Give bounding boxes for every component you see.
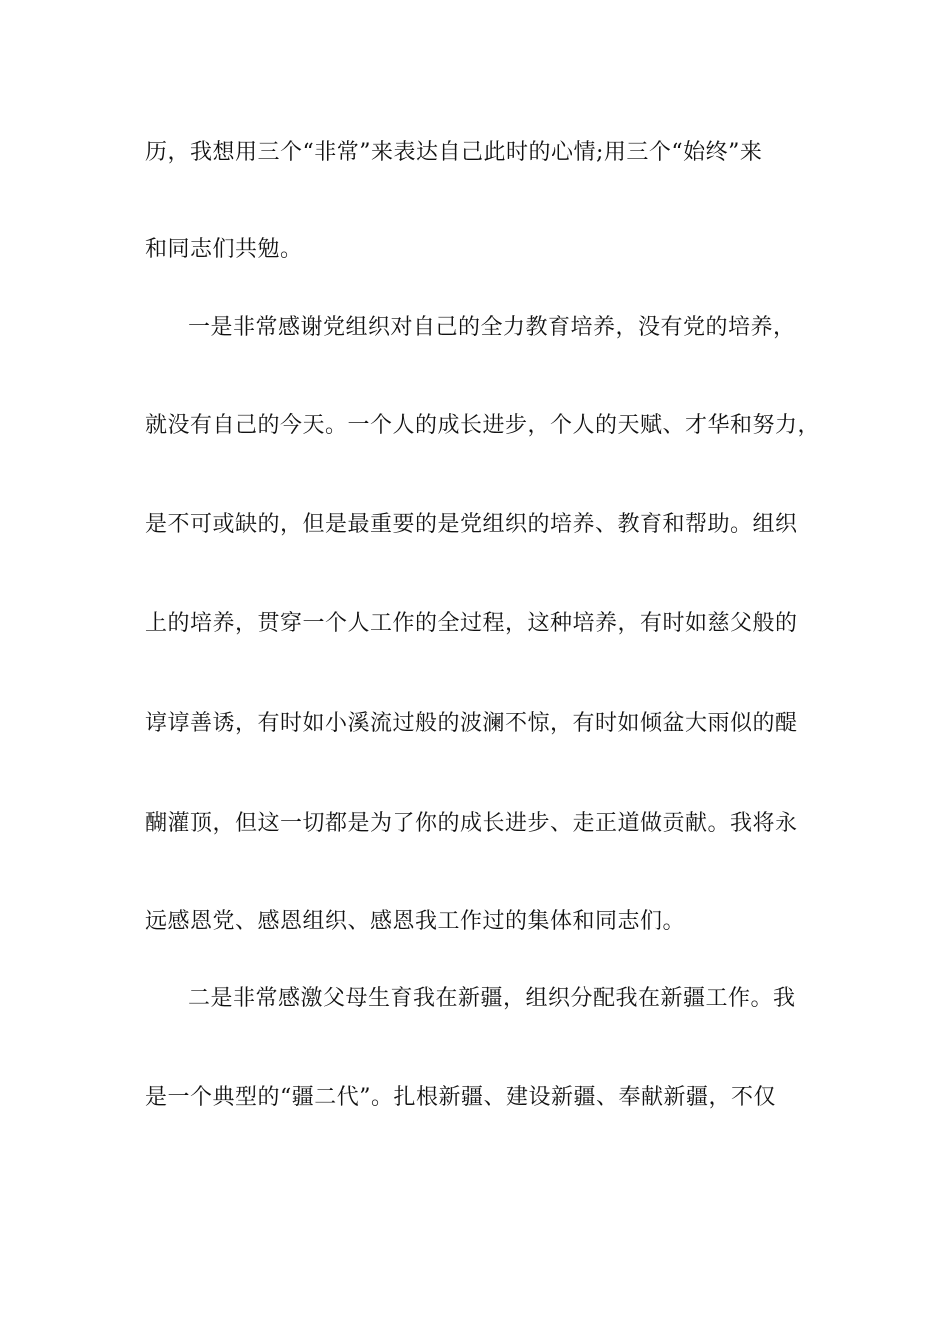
text-line: 历，我想用三个“非常”来表达自己此时的心情;用三个“始终”来 <box>145 140 763 165</box>
text-line: 醐灌顶，但这一切都是为了你的成长进步、走正道做贡献。我将永 <box>145 811 798 836</box>
paragraph-start-line: 一是非常感谢党组织对自己的全力教育培养，没有党的培养， <box>188 315 796 340</box>
text-line: 就没有自己的今天。一个人的成长进步，个人的天赋、才华和努力， <box>145 413 821 438</box>
text-line: 是不可或缺的，但是最重要的是党组织的培养、教育和帮助。组织 <box>145 512 798 537</box>
text-line: 和同志们共勉。 <box>145 237 303 262</box>
text-line: 谆谆善诱，有时如小溪流过般的波澜不惊，有时如倾盆大雨似的醍 <box>145 711 798 736</box>
text-line: 是一个典型的“疆二代”。扎根新疆、建设新疆、奉献新疆，不仅 <box>145 1085 776 1110</box>
text-line: 上的培养，贯穿一个人工作的全过程，这种培养，有时如慈父般的 <box>145 611 798 636</box>
text-line: 远感恩党、感恩组织、感恩我工作过的集体和同志们。 <box>145 909 686 934</box>
paragraph-start-line: 二是非常感激父母生育我在新疆，组织分配我在新疆工作。我 <box>188 986 796 1011</box>
